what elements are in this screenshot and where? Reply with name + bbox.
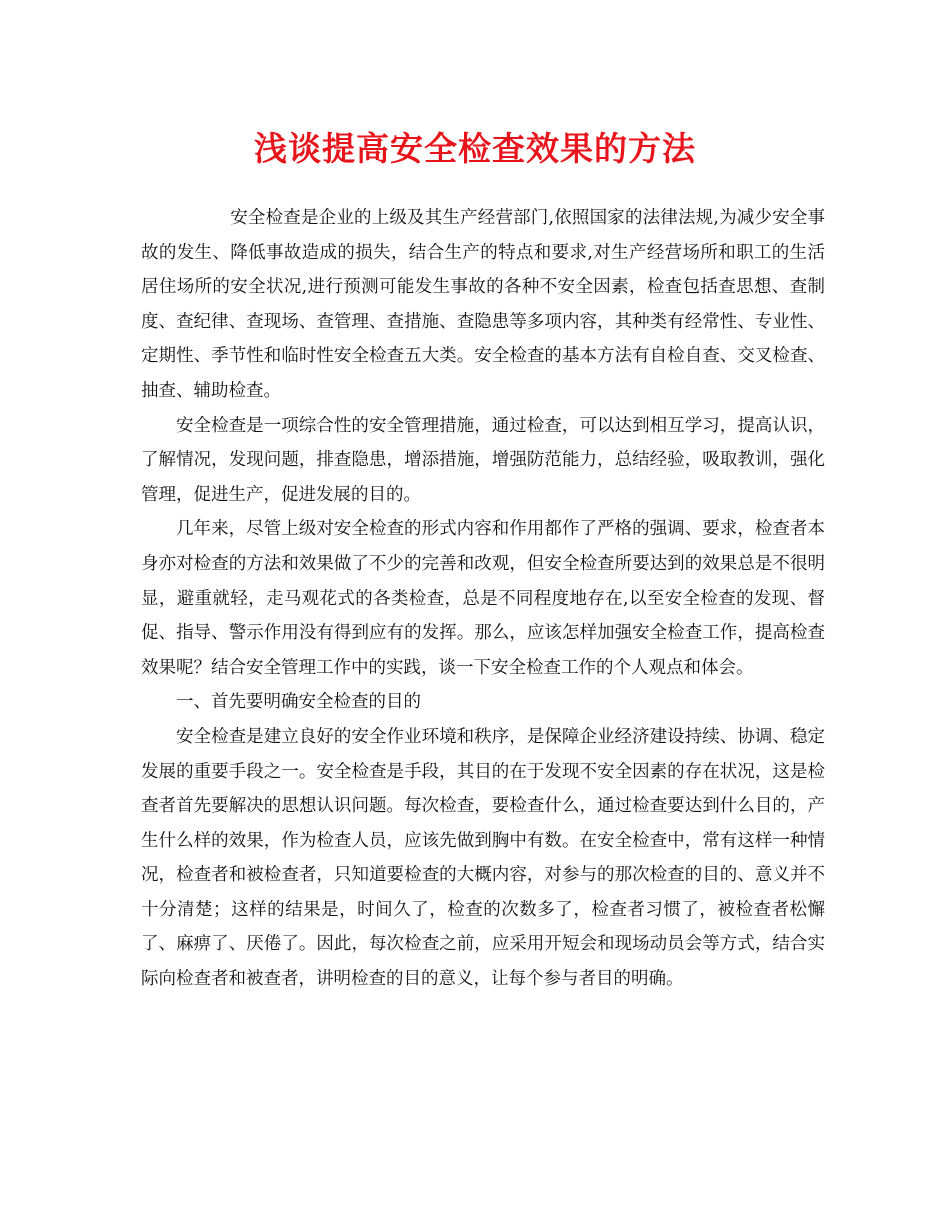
paragraph-section-one: 安全检查是建立良好的安全作业环境和秩序，是保障企业经济建设持续、协调、稳定发展的重要手段之一。安全检查是手段，其目的在于发现不安全因素的存在状况，这是检查者首先要解决的思想认识问题。每次检查，要检查什么，通过检查要达到什么目的，产生什么样的效果，作为检查人员，应该先做到胸中有数。在安全检查中，常有这样一种情况，检查者和被检查者，只知道要检查的大概内容，对参与的那次检查的目的、意义并不十分清楚；这样的结果是，时间久了，检查的次数多了，检查者习惯了，被检查者松懈了、麻痹了、厌倦了。因此，每次检查之前，应采用开短会和现场动员会等方式，结合实际向检查者和被查者，讲明检查的目的意义，让每个参与者目的明确。 [141,726,825,990]
section-heading: 一、首先要明确安全检查的目的 [176,692,421,713]
paragraph-problem: 几年来，尽管上级对安全检查的形式内容和作用都作了严格的强调、要求，检查者本身亦对检查的方法和效果做了不少的完善和改观，但安全检查所要达到的效果总是不很明显，避重就轻，走马观花式的各类检查，总是不同程度地存在,以至安全检查的发现、督促、指导、警示作用没有得到应有的发挥。那么，应该怎样加强安全检查工作，提高检查效果呢？结合安全管理工作中的实践，谈一下安全检查工作的个人观点和体会。 [141,519,825,678]
paragraph-purpose: 安全检查是一项综合性的安全管理措施，通过检查，可以达到相互学习，提高认识，了解情况，发现问题，排查隐患，增添措施，增强防范能力，总结经验，吸取教训，强化管理，促进生产，促进发展的目的。 [141,415,825,505]
document-body [141,201,825,997]
page-title: 浅谈提高安全检查效果的方法 [254,129,696,168]
paragraph-intro: 安全检查是企业的上级及其生产经营部门,依照国家的法律法规,为减少安全事故的发生、降低事故造成的损失，结合生产的特点和要求,对生产经营场所和职工的生活居住场所的安全状况,进行预测可能发生事故的各种不安全因素，检查包括查思想、查制度、查纪律、查现场、查管理、查措施、查隐患等多项内容，其种类有经常性、专业性、定期性、季节性和临时性安全检查五大类。安全检查的基本方法有自检自查、交叉检查、抽查、辅助检查。 [141,208,825,401]
